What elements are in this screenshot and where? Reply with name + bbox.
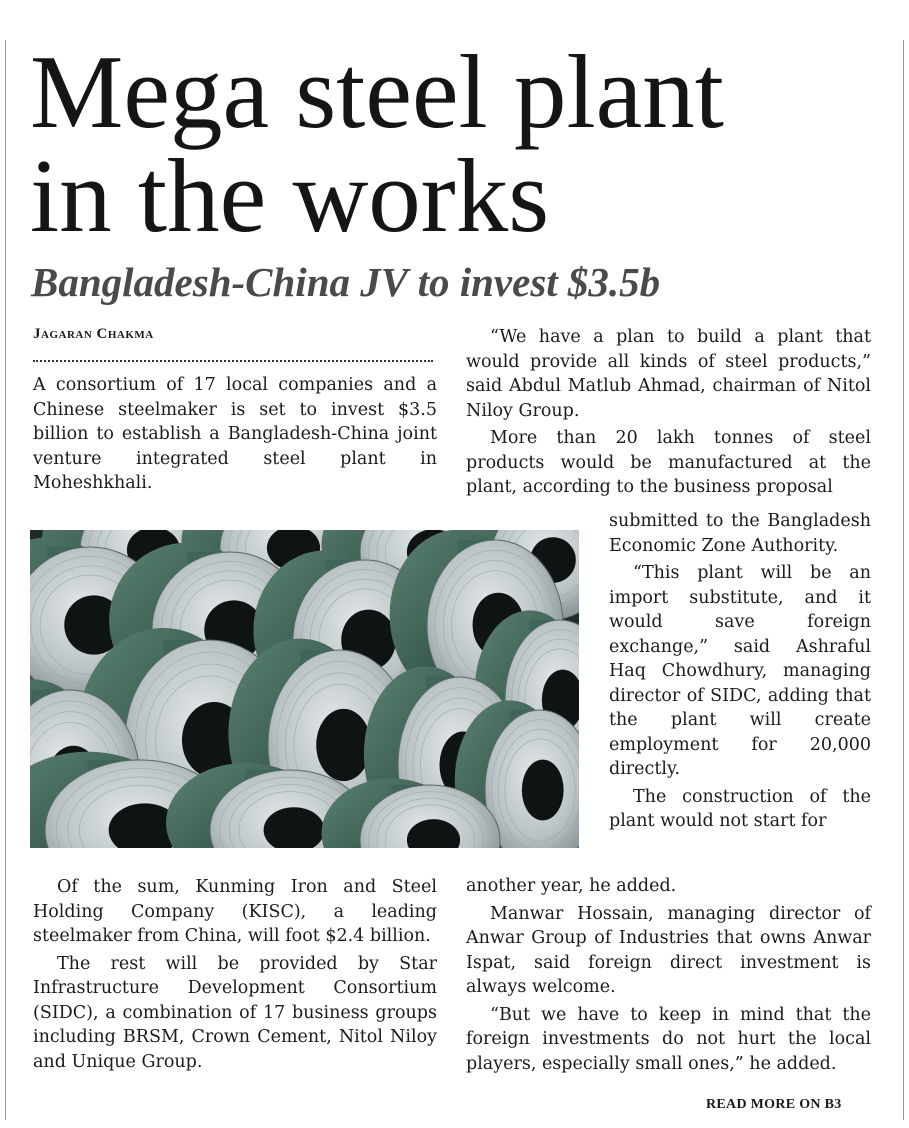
right-upper-column (466, 325, 871, 500)
steel-coils-image (30, 530, 579, 848)
lead-paragraph: A consortium of 17 local companies and a Chinese steelmaker is set to invest $3.5 billion to establish a Bangladesh-China joint venture integrated steel plant in Moheshkhali. (33, 375, 437, 493)
subheadline: Bangladesh-China JV to invest $3.5b (31, 259, 661, 305)
left-lower-column (33, 875, 437, 1074)
article-paragraph: More than 20 lakh tonnes of steel products would be manufactured at the plant, according to the business proposal (466, 428, 871, 497)
headline-line-1: Mega steel plant (30, 33, 724, 150)
article-paragraph: Of the sum, Kunming Iron and Steel Holding Company (KISC), a leading steelmaker from China, will foot $2.4 billion. (33, 877, 437, 946)
byline-author: Jagaran Chakma (33, 326, 154, 342)
article-paragraph: The rest will be provided by Star Infrastructure Development Consortium (SIDC), a combination of 17 business groups including BRSM, Crown Cement, Nitol Niloy and Unique Group. (33, 953, 437, 1072)
headline-line-2: in the works (30, 137, 550, 254)
left-column-rule (5, 40, 6, 1120)
right-narrow-column (609, 509, 871, 834)
lead-paragraph-block (33, 373, 437, 496)
right-lower-column (466, 874, 871, 1076)
byline (33, 326, 154, 343)
byline-dotted-rule (33, 360, 433, 362)
article-paragraph: “This plant will be an import substitute, and it would save foreign exchange,” said Ashraful Haq Chowdhury, managing director of SIDC, adding that the plant will create employment for 20,000 directly. (609, 563, 871, 779)
right-column-rule (903, 40, 904, 1120)
article-paragraph: submitted to the Bangladesh Economic Zone Authority. (609, 511, 871, 556)
read-more-link[interactable]: READ MORE ON B3 (706, 1097, 842, 1112)
article-paragraph: another year, he added. (466, 876, 677, 896)
headline (30, 33, 890, 254)
article-paragraph: The construction of the plant would not start for (609, 786, 871, 831)
article-paragraph: Manwar Hossain, managing director of Anwar Group of Industries that owns Anwar Ispat, said foreign direct investment is always welcome. (466, 903, 871, 997)
article-paragraph: “But we have to keep in mind that the foreign investments do not hurt the local players, especially small ones,” he added. (466, 1004, 871, 1074)
article-paragraph: “We have a plan to build a plant that would provide all kinds of steel products,” said Abdul Matlub Ahmad, chairman of Nitol Niloy Group. (466, 327, 871, 421)
steel-coils-photo (30, 530, 579, 848)
